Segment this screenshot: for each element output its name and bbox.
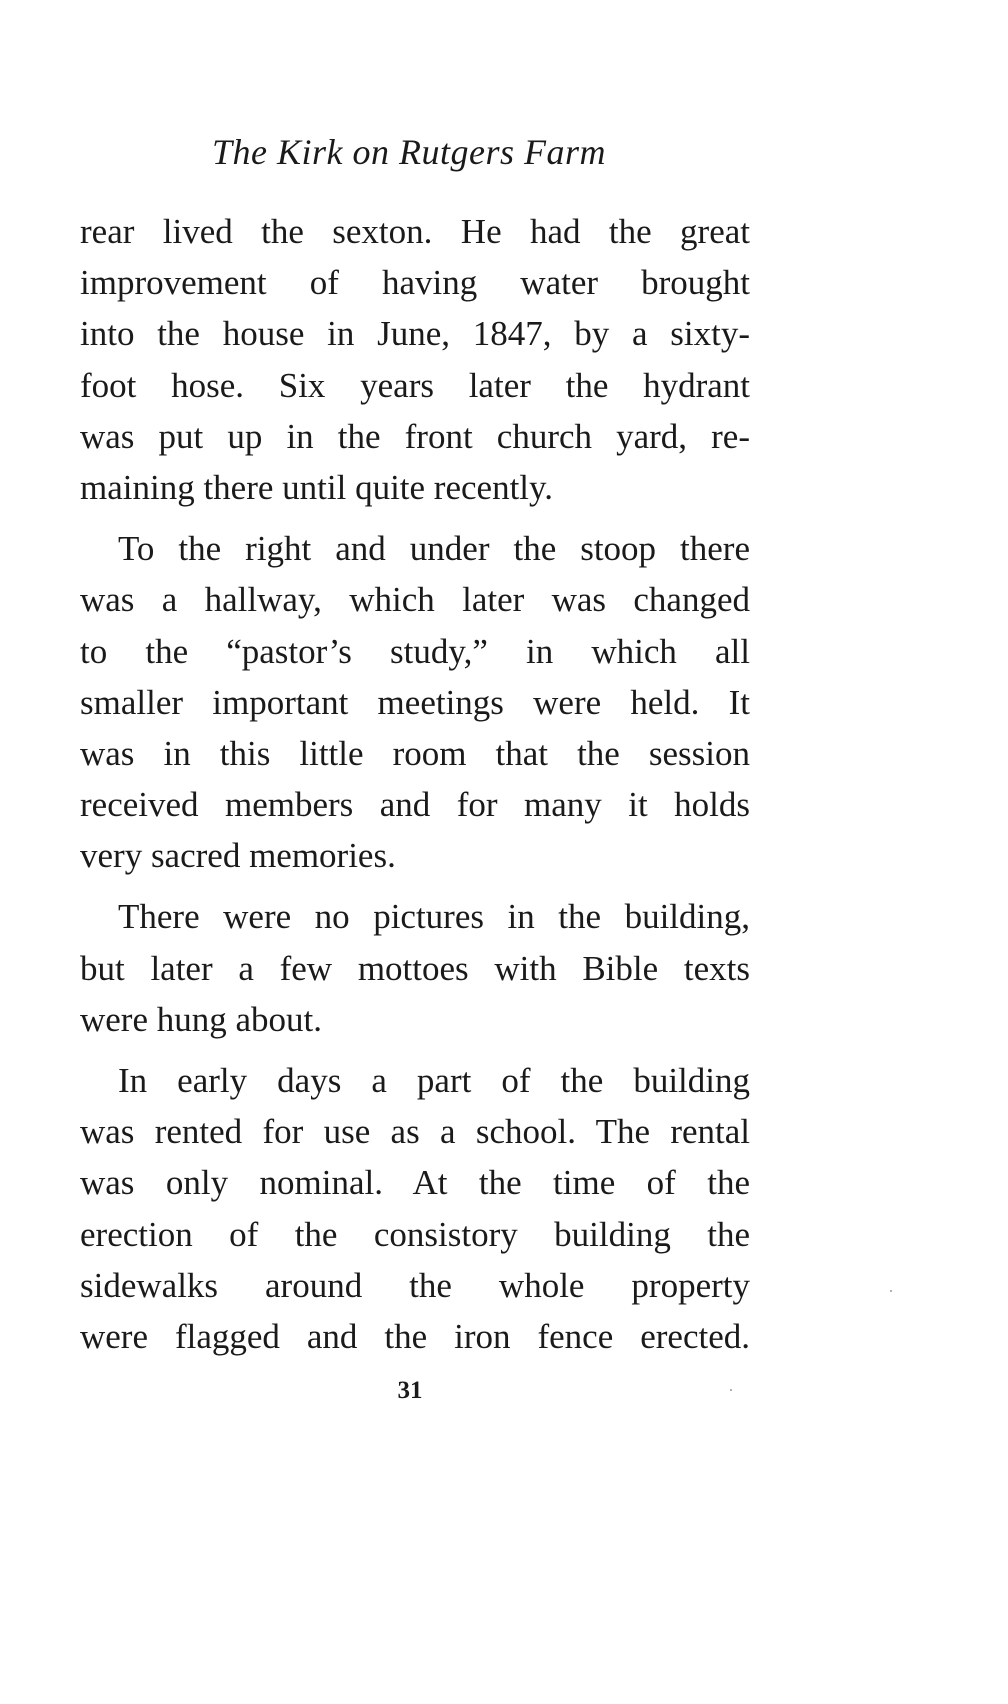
text-line: was a hallway, which later was changed [80, 580, 750, 620]
text-line: was in this little room that the session [80, 733, 750, 773]
text-line: foot hose. Six years later the hydrant [80, 365, 750, 405]
paragraph-gap [80, 1045, 750, 1055]
text-line: erection of the consistory building the [80, 1214, 750, 1254]
text-line: improvement of having water brought [80, 263, 750, 303]
text-line: maining there until quite recently. [80, 467, 553, 507]
body-text [80, 206, 750, 1362]
text-line: There were no pictures in the building, [118, 897, 750, 937]
text-line: sidewalks around the whole property [80, 1265, 750, 1305]
text-line: into the house in June, 1847, by a sixty- [80, 314, 750, 354]
text-line: smaller important meetings were held. It [80, 682, 750, 722]
text-line: rear lived the sexton. He had the great [80, 212, 750, 251]
paragraph-gap [80, 513, 750, 523]
text-line: To the right and under the stoop there [118, 529, 750, 569]
text-line: to the “pastor’s study,” in which all [80, 631, 750, 671]
text-line: received members and for many it holds [80, 785, 750, 825]
text-line: but later a few mottoes with Bible texts [80, 948, 750, 988]
text-line: very sacred memories. [80, 836, 396, 876]
page-number: 31 [397, 1377, 423, 1404]
text-line: was rented for use as a school. The rental [80, 1112, 750, 1152]
text-line: were flagged and the iron fence erected. [80, 1316, 750, 1356]
paragraph-4 [80, 1055, 750, 1362]
text-line: were hung about. [80, 999, 323, 1039]
text-line: In early days a part of the building [118, 1061, 750, 1100]
scan-speck [730, 1389, 732, 1391]
text-line: was only nominal. At the time of the [80, 1163, 750, 1203]
paragraph-2 [80, 523, 750, 881]
running-head: The Kirk on Rutgers Farm [212, 132, 606, 172]
paragraph-3 [80, 891, 750, 1045]
paragraph-1 [80, 206, 750, 513]
paragraph-gap [80, 881, 750, 891]
scan-speck [890, 1290, 892, 1292]
text-line: was put up in the front church yard, re- [80, 416, 750, 456]
